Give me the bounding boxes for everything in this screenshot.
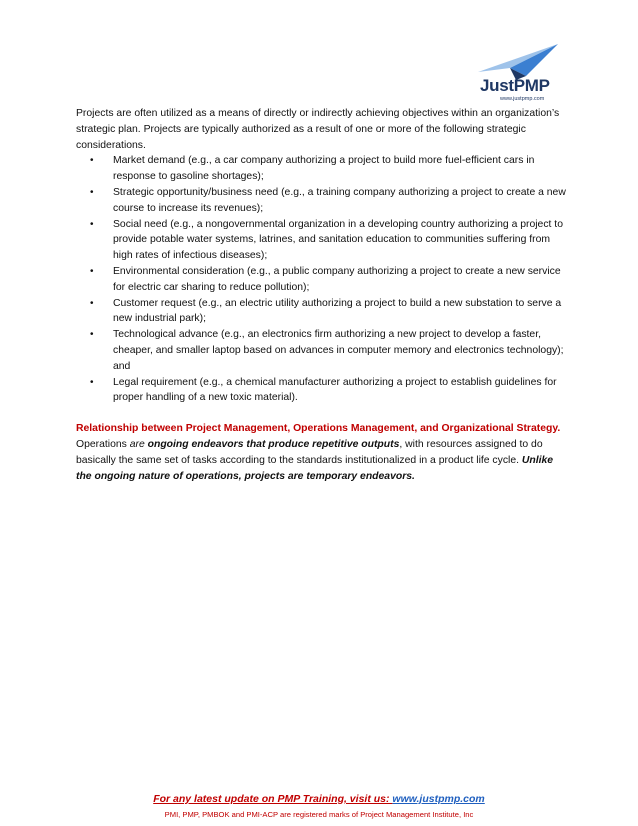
list-item-text: Market demand (e.g., a car company authorizing a project to build more fuel-efficient cars in response to gasoline shortages); [113, 155, 535, 183]
footer-trademark: PMI, PMP, PMBOK and PMI-ACP are registered marks of Project Management Institute, Inc [164, 810, 474, 819]
bullet-icon: • [90, 376, 94, 388]
list-item-text: Customer request (e.g., an electric utility authorizing a project to build a new substation to serve a new industrial park); [113, 297, 562, 325]
list-item [76, 375, 566, 407]
bullet-icon: • [90, 218, 94, 230]
operations-paragraph [76, 437, 566, 484]
bullet-icon: • [90, 155, 94, 167]
list-item [76, 296, 566, 328]
bullet-icon: • [90, 297, 94, 309]
logo-name: JustPMP [480, 76, 550, 95]
footer-prefix: For any latest update on PMP Training, visit us: [153, 793, 393, 805]
justpmp-logo [470, 42, 570, 108]
list-item-text: Technological advance (e.g., an electronics firm authorizing a new project to develop a faster, cheaper, and smaller laptop based on advances in computer memory and electronics technology); and [113, 329, 564, 372]
footer-website-link[interactable]: www.justpmp.com [392, 793, 485, 805]
bullet-icon: • [90, 186, 94, 198]
document-body [76, 106, 566, 484]
operations-text-2: are [129, 438, 145, 450]
logo-url: www.justpmp.com [500, 96, 545, 102]
list-item [76, 217, 566, 264]
intro-paragraph: Projects are often utilized as a means of directly or indirectly achieving objectives within an organization’s strategic plan. Projects are typically authorized as a result of one or more of the following strategic considerations. [76, 108, 560, 151]
list-item [76, 153, 566, 185]
strategic-considerations-list [76, 153, 566, 406]
footer-update-line [0, 793, 638, 805]
operations-emphasis: ongoing endeavors that produce repetitive outputs [147, 438, 400, 450]
bullet-icon: • [90, 265, 94, 277]
list-item [76, 185, 566, 217]
bullet-icon: • [90, 329, 94, 341]
list-item-text: Strategic opportunity/business need (e.g., a training company authorizing a project to create a new course to increase its revenues); [113, 186, 566, 214]
page-footer [0, 793, 638, 819]
list-item-text: Social need (e.g., a nongovernmental organization in a developing country authorizing a project to provide potable water systems, latrines, and sanitation education to communities suffering from high rates of infectious diseases); [113, 218, 563, 262]
list-item-text: Legal requirement (e.g., a chemical manufacturer authorizing a project to establish guidelines for proper handling of a new toxic material). [113, 376, 557, 404]
operations-text-1: Operations [76, 438, 130, 450]
projects-temporary-emphasis: Unlike the ongoing nature of operations, projects are temporary endeavors. [76, 454, 554, 482]
list-item-text: Environmental consideration (e.g., a public company authorizing a project to create a new service for electric car sharing to reduce pollution); [113, 265, 561, 293]
list-item [76, 264, 566, 296]
section-heading: Relationship between Project Management, Operations Management, and Organizational Strategy. [76, 423, 561, 435]
list-item [76, 327, 566, 374]
operations-text-5: , with resources assigned to do basically the same set of tasks according to the standards institutionalized in a product life cycle. [76, 438, 543, 466]
